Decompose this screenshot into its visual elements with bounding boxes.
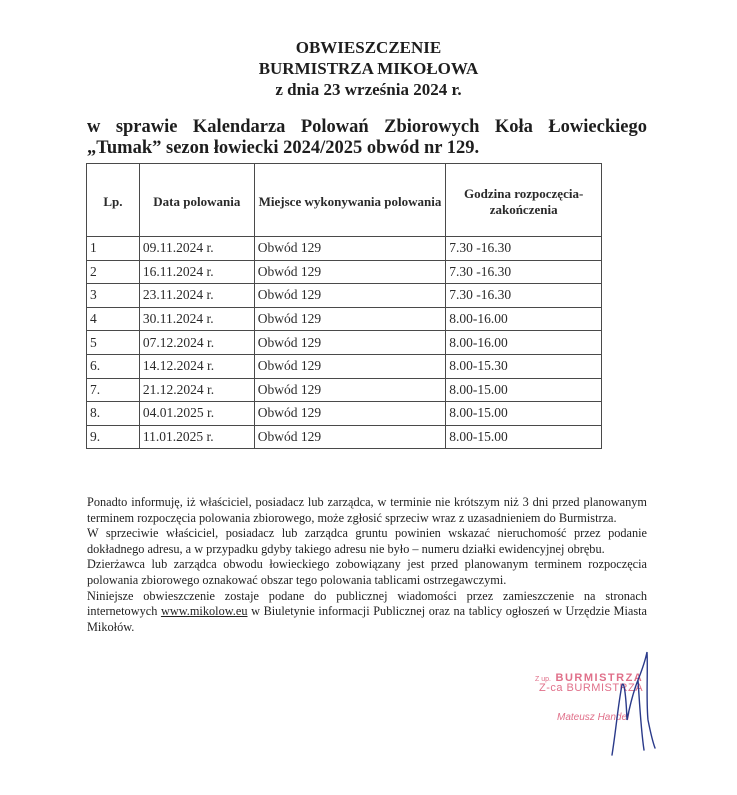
cell-lp: 6.: [87, 354, 140, 378]
publication-text-end: w Biuletynie informacji Publicznej oraz na tablicy ogłoszeń w Urzędzie Miasta Mikołów.: [87, 604, 647, 634]
cell-date: 07.12.2024 r.: [139, 331, 254, 355]
cell-hours: 8.00-16.00: [446, 307, 602, 331]
subject-word: Zbiorowych: [384, 117, 480, 137]
cell-date: 21.12.2024 r.: [139, 378, 254, 402]
table-row: [87, 378, 602, 402]
table-row: [87, 237, 602, 261]
cell-date: 14.12.2024 r.: [139, 354, 254, 378]
cell-location: Obwód 129: [254, 378, 446, 402]
cell-lp: 1: [87, 237, 140, 261]
paragraph-objection: Ponadto informuję, iż właściciel, posiadacz lub zarządca, w terminie nie krótszym niż 3 dni przed planowanym terminem rozpoczęcia polowania zbiorowego, może zgłosić sprzeciw wraz z uzasadnieniem do Burmistrza.: [87, 495, 647, 525]
subject-line-2: „Tumak” sezon łowiecki 2024/2025 obwód nr 129.: [87, 138, 480, 158]
subject: [87, 117, 647, 159]
cell-location: Obwód 129: [254, 260, 446, 284]
table-row: [87, 402, 602, 426]
header-hours: Godzina rozpoczęcia-zakończenia: [446, 164, 602, 237]
paragraph-warning-signs: Dzierżawca lub zarządca obwodu łowieckiego zobowiązany jest przed planowanym terminem rozpoczęcia polowania zbiorowego oznakować obszar tego polowania tablicami ostrzegawczymi.: [87, 557, 647, 587]
cell-hours: 8.00-16.00: [446, 331, 602, 355]
cell-location: Obwód 129: [254, 307, 446, 331]
cell-location: Obwód 129: [254, 331, 446, 355]
subject-word: sprawie: [115, 117, 178, 137]
cell-date: 30.11.2024 r.: [139, 307, 254, 331]
header-date: z dnia 23 września 2024 r.: [275, 80, 462, 99]
cell-location: Obwód 129: [254, 284, 446, 308]
cell-hours: 7.30 -16.30: [446, 260, 602, 284]
paragraph-publication: [87, 589, 647, 636]
table-header-row: [87, 164, 602, 237]
cell-lp: 2: [87, 260, 140, 284]
subject-line-1: [87, 117, 647, 138]
handwritten-signature-icon: [600, 650, 680, 760]
table-row: [87, 354, 602, 378]
stamp-name: Mateusz Handel: [557, 712, 630, 723]
header-location: Miejsce wykonywania polowania: [254, 164, 446, 237]
header-issuer: BURMISTRZA MIKOŁOWA: [258, 59, 479, 78]
stamp-line-2: Z-ca BURMISTRZA: [539, 682, 644, 694]
cell-location: Obwód 129: [254, 354, 446, 378]
subject-word: Kalendarza: [192, 117, 286, 137]
header-title: OBWIESZCZENIE: [295, 38, 442, 57]
cell-lp: 3: [87, 284, 140, 308]
cell-hours: 8.00-15.30: [446, 354, 602, 378]
hunting-calendar-table: [86, 163, 602, 449]
subject-word: w: [87, 117, 101, 137]
subject-word: Koła: [494, 117, 533, 137]
table-row: [87, 307, 602, 331]
cell-hours: 7.30 -16.30: [446, 237, 602, 261]
table-row: [87, 260, 602, 284]
publication-text: Niniejsze obwieszczenie zostaje podane do publicznej wiadomości przez zamieszczenie na stronach internetowych: [87, 588, 647, 619]
cell-date: 09.11.2024 r.: [139, 237, 254, 261]
subject-word: Polowań: [300, 117, 369, 137]
cell-hours: 7.30 -16.30: [446, 284, 602, 308]
cell-lp: 8.: [87, 402, 140, 426]
stamp-title: BURMISTRZA: [555, 672, 644, 684]
cell-date: 16.11.2024 r.: [139, 260, 254, 284]
cell-lp: 7.: [87, 378, 140, 402]
subject-word: Łowieckiego: [548, 117, 647, 137]
cell-hours: 8.00-15.00: [446, 425, 602, 449]
cell-location: Obwód 129: [254, 237, 446, 261]
cell-location: Obwód 129: [254, 402, 446, 426]
notice-body: [87, 495, 647, 635]
cell-hours: 8.00-15.00: [446, 378, 602, 402]
header-date: Data polowania: [139, 164, 254, 237]
announcement-header: [0, 37, 737, 100]
website-link[interactable]: www.mikolow.eu: [160, 604, 248, 619]
cell-date: 04.01.2025 r.: [139, 402, 254, 426]
cell-hours: 8.00-15.00: [446, 402, 602, 426]
paragraph-objection-details: W sprzeciwie właściciel, posiadacz lub zarządca gruntu powinien wskazać nieruchomość przez podanie dokładnego adresu, a w przypadku gdyby takiego adresu nie było – numeru działki ewidencyjnej obrębu.: [87, 526, 647, 556]
cell-lp: 4: [87, 307, 140, 331]
cell-location: Obwód 129: [254, 425, 446, 449]
stamp-prefix: Z up.: [535, 676, 551, 683]
cell-date: 11.01.2025 r.: [139, 425, 254, 449]
table-row: [87, 331, 602, 355]
cell-lp: 5: [87, 331, 140, 355]
table-row: [87, 425, 602, 449]
cell-lp: 9.: [87, 425, 140, 449]
header-lp: Lp.: [87, 164, 140, 237]
cell-date: 23.11.2024 r.: [139, 284, 254, 308]
table-row: [87, 284, 602, 308]
